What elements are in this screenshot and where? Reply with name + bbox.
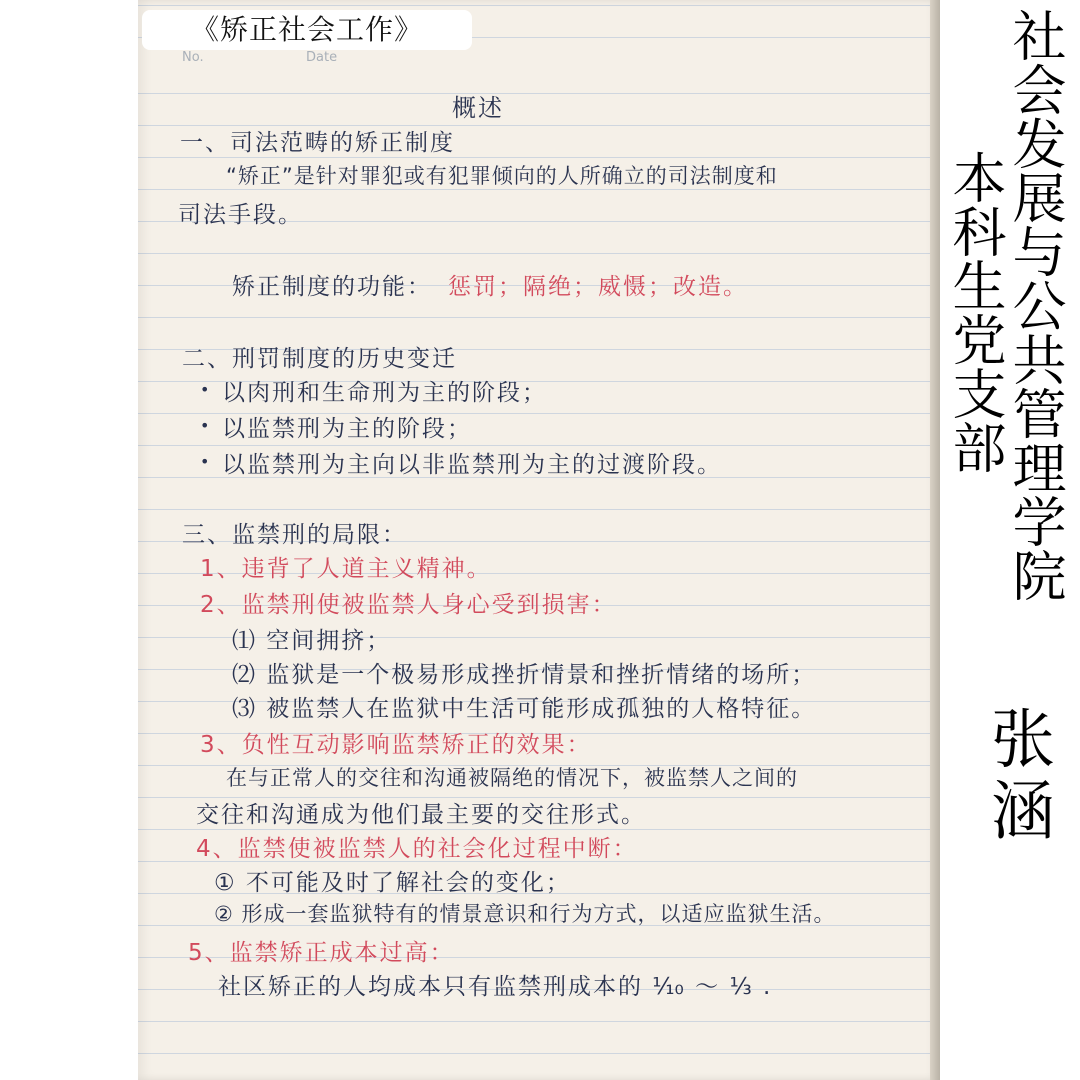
section-3-point-4-item: ② 形成一套监狱特有的情景意识和行为方式，以适应监狱生活。 bbox=[214, 902, 836, 926]
section-1-line-2: 司法手段。 bbox=[178, 202, 303, 228]
printed-date-label: Date bbox=[306, 50, 338, 65]
header-label: 《矫正社会工作》 bbox=[142, 10, 472, 50]
section-3-heading: 三、监禁刑的局限： bbox=[182, 522, 407, 548]
section-3-point-2-item: ⑴ 空间拥挤； bbox=[232, 628, 392, 654]
section-2-item: 以肉刑和生命刑为主的阶段； bbox=[222, 380, 547, 406]
printed-no-label: No. bbox=[182, 50, 204, 65]
section-3-point-3-line-1: 在与正常人的交往和沟通被隔绝的情况下，被监禁人之间的 bbox=[226, 766, 798, 790]
section-3-point-4: 4、监禁使被监禁人的社会化过程中断： bbox=[196, 836, 638, 862]
section-3-point-4-item: ① 不可能及时了解社会的变化； bbox=[214, 870, 571, 896]
bullet-icon: • bbox=[200, 452, 210, 471]
section-3-point-2: 2、监禁刑使被监禁人身心受到损害： bbox=[200, 592, 617, 618]
section-1-function-values: 惩罚；隔绝；威慑；改造。 bbox=[448, 274, 748, 300]
author-name: 张涵 bbox=[980, 705, 1054, 849]
section-3-point-2-item: ⑶ 被监禁人在监狱中生活可能形成孤独的人格特征。 bbox=[232, 696, 817, 722]
party-branch-name: 本科生党支部 bbox=[944, 150, 1007, 474]
section-3-point-1: 1、违背了人道主义精神。 bbox=[200, 556, 492, 582]
section-1-heading: 一、司法范畴的矫正制度 bbox=[180, 130, 455, 156]
college-name: 社会发展与公共管理学院 bbox=[1004, 8, 1067, 602]
section-1-line-1: “矫正”是针对罪犯或有犯罪倾向的人所确立的司法制度和 bbox=[226, 164, 778, 188]
section-3-point-5-line: 社区矫正的人均成本只有监禁刑成本的 ⅒ ～ ⅓ . bbox=[218, 974, 773, 1000]
section-1-function-label: 矫正制度的功能： bbox=[232, 274, 432, 300]
notes-title: 概述 bbox=[452, 94, 504, 122]
section-3-point-3: 3、负性互动影响监禁矫正的效果： bbox=[200, 732, 592, 758]
section-2-item: 以监禁刑为主向以非监禁刑为主的过渡阶段。 bbox=[222, 452, 722, 478]
section-3-point-3-line-2: 交往和沟通成为他们最主要的交往形式。 bbox=[196, 802, 646, 828]
section-3-point-5: 5、监禁矫正成本过高： bbox=[188, 940, 455, 966]
section-2-heading: 二、刑罚制度的历史变迁 bbox=[182, 346, 457, 372]
page-edge bbox=[930, 0, 940, 1080]
section-2-item: 以监禁刑为主的阶段； bbox=[222, 416, 472, 442]
bullet-icon: • bbox=[200, 380, 210, 399]
section-3-point-2-item: ⑵ 监狱是一个极易形成挫折情景和挫折情绪的场所； bbox=[232, 662, 817, 688]
bullet-icon: • bbox=[200, 416, 210, 435]
